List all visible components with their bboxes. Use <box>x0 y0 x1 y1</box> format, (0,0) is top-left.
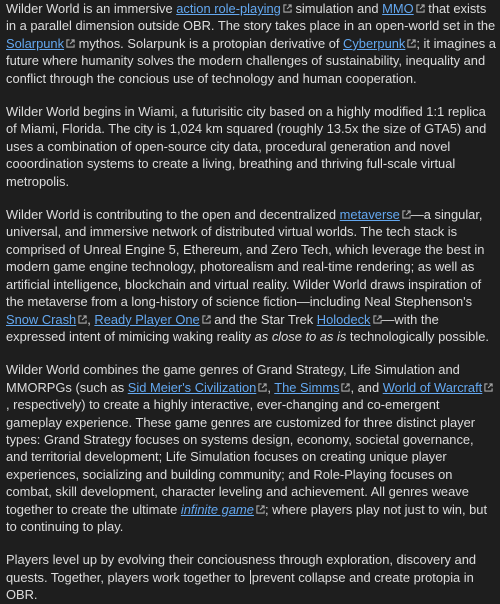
link-mmo[interactable]: MMO <box>382 1 414 16</box>
text: Players level up by evolving their conciousness through exploration, discovery and quests. Together, players work together to <box>6 552 477 585</box>
paragraph-genres <box>6 361 496 535</box>
external-link-icon[interactable] <box>416 4 425 13</box>
external-link-icon[interactable] <box>258 383 267 392</box>
link-infinite-game[interactable] <box>181 502 254 517</box>
text-cursor <box>250 570 251 584</box>
link-infinite-game-text[interactable]: infinite game <box>180 501 254 517</box>
text: , <box>87 311 95 327</box>
paragraph-metaverse <box>6 206 496 345</box>
link-civilization[interactable]: Sid Meier's Civilization <box>127 379 257 395</box>
text: , respectively) to create a highly interactive, ever-changing and co-emergent gameplay experience. These game genres are customized for three distinct player types: Grand Strategy focuses on systems design, economy, societal governance, and territorial development; Life Simulation focuses on creating unique player experiences, socializing and building community; and Role-Playing focuses on combat, skill development, character leveling and achievement. All genres weave together to create the ultimate <box>6 397 476 517</box>
paragraph-players <box>6 551 496 603</box>
external-link-icon[interactable] <box>283 4 292 13</box>
text: Wilder World combines the game genres of Grand Strategy, Life Simulation and MMORPGs (such as <box>6 362 460 395</box>
external-link-icon[interactable] <box>373 315 382 324</box>
link-holodeck[interactable]: Holodeck <box>316 311 371 327</box>
link-cyberpunk[interactable]: Cyberpunk <box>343 35 406 51</box>
text: —with the expressed intent of mimicing waking reality <box>6 311 439 344</box>
text: prevent collapse and create protopia in OBR. <box>6 569 474 603</box>
text: technologically possible. <box>346 328 489 344</box>
link-world-of-warcraft[interactable]: World of Warcraft <box>382 379 483 395</box>
external-link-icon[interactable] <box>202 315 211 324</box>
text: ; where players play not just to win, but to continuing to play. <box>6 501 488 534</box>
external-link-icon[interactable] <box>402 210 411 219</box>
link-metaverse[interactable]: metaverse <box>339 207 400 223</box>
external-link-icon[interactable] <box>78 315 87 324</box>
link-action-role-playing[interactable]: action role-playing <box>176 1 281 16</box>
text: ; it imagines a future where humanity solves the modern challenges of sustainability, inequality and conflict through the concious use of technology and human cooperation. <box>6 35 496 86</box>
link-ready-player-one[interactable]: Ready Player One <box>94 311 200 327</box>
link-snow-crash[interactable]: Snow Crash <box>6 311 77 327</box>
text: —a singular, universal, and immersive network of distributed virtual worlds. The tech stack is comprised of Unreal Engine 5, Ethereum, and Zero Tech, which leverage the best in modern game engine technology, photorealism and real-time rendering; as well as artificial intelligence, blockchain and virtual reality. Wilder World draws inspiration of the metaverse from a long-history of science fiction—including Neal Stephenson's <box>6 207 485 310</box>
text: that exists in a parallel dimension outside OBR. The story takes place in an open-world set in the <box>6 1 496 34</box>
text: and the Star Trek <box>210 311 317 327</box>
text: mythos. Solarpunk is a protopian derivative of <box>75 35 344 51</box>
text: Wilder World is contributing to the open and decentralized <box>6 207 340 223</box>
text: , and <box>350 379 383 395</box>
paragraph-wiami <box>6 103 496 190</box>
external-link-icon[interactable] <box>256 505 265 514</box>
text: Wilder World begins in Wiami, a futurisitic city based on a highly modified 1:1 replica of Miami, Florida. The city is 1,024 km squared (roughly 13.5x the size of GTA5) and uses a combination of open-source city data, procedural generation and novel cooordination systems to create a living, breathing and thriving full-scale virtual metropolis. <box>6 104 487 189</box>
link-solarpunk[interactable]: Solarpunk <box>6 35 65 51</box>
text: , <box>267 379 275 395</box>
external-link-icon[interactable] <box>484 383 493 392</box>
text: Wilder World is an immersive <box>6 1 177 16</box>
emphasis-text: as close to as is <box>254 328 347 344</box>
link-the-simms[interactable]: The Simms <box>274 379 340 395</box>
external-link-icon[interactable] <box>66 39 75 48</box>
paragraph-intro <box>6 0 496 87</box>
text: simulation and <box>291 1 383 16</box>
